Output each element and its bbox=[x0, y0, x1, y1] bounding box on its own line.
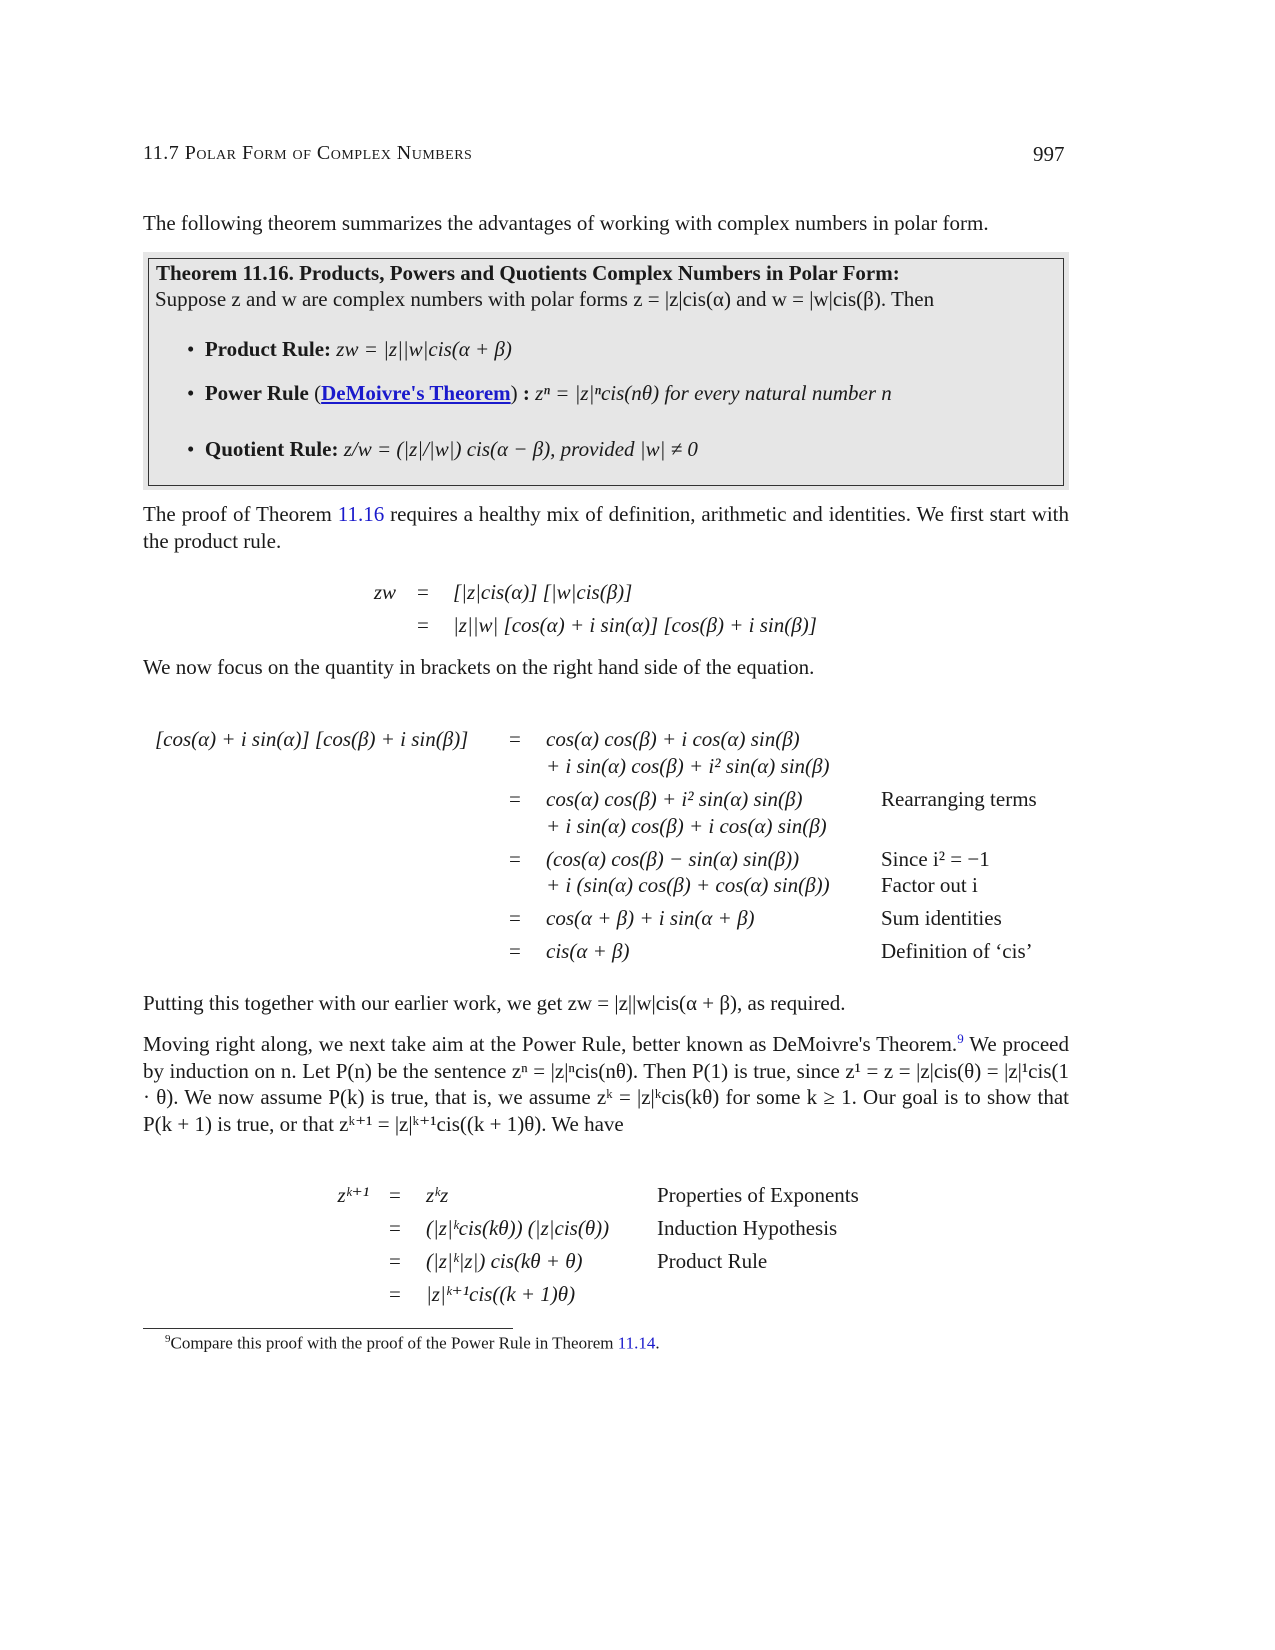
eq2-note: Sum identities bbox=[881, 906, 1002, 930]
footnote bbox=[165, 1333, 660, 1354]
product-rule-item: • Product Rule: zw = |z||w|cis(α + β) bbox=[187, 337, 512, 361]
quotient-rule-label: Quotient Rule: bbox=[204, 437, 339, 461]
theorem-box bbox=[148, 258, 1064, 486]
eq1-lhs: zw bbox=[373, 580, 396, 604]
power-rule-formula: zⁿ = |z|ⁿcis(nθ) for every natural number n bbox=[535, 381, 892, 405]
demoivre-theorem-link[interactable]: DeMoivre's Theorem bbox=[321, 381, 511, 405]
eq2-note: Definition of ‘cis’ bbox=[881, 939, 1033, 963]
eq3-rhs: zᵏz bbox=[426, 1183, 449, 1207]
eq3-rhs: (|z|ᵏ|z|) cis(kθ + θ) bbox=[426, 1249, 583, 1273]
proof-intro-paragraph bbox=[143, 501, 1069, 554]
eq2-rhs: cos(α + β) + i sin(α + β) bbox=[546, 906, 755, 930]
eq2-lhs: [cos(α) + i sin(α)] [cos(β) + i sin(β)] bbox=[155, 727, 469, 751]
eq2-note: Rearranging terms bbox=[881, 787, 1037, 811]
eq2-equals: = bbox=[509, 847, 521, 871]
eq2-rhs: (cos(α) cos(β) − sin(α) sin(β)) bbox=[546, 847, 800, 871]
footnote-rule bbox=[143, 1328, 513, 1329]
page-number: 997 bbox=[1033, 142, 1065, 166]
eq3-note: Product Rule bbox=[657, 1249, 768, 1273]
eq3-lhs: zᵏ⁺¹ bbox=[337, 1183, 369, 1207]
quotient-rule-item: • Quotient Rule: z/w = (|z|/|w|) cis(α − β), provided |w| ≠ 0 bbox=[187, 437, 698, 461]
footnote-text: Compare this proof with the proof of the Power Rule in Theorem bbox=[170, 1333, 618, 1353]
running-header-section: 11.7 Polar Form of Complex Numbers bbox=[143, 142, 473, 164]
power-rule-item: • Power Rule (DeMoivre's Theorem) : zⁿ = |z|ⁿcis(nθ) for every natural number n bbox=[187, 381, 892, 405]
footnote-number: 9 bbox=[165, 1333, 171, 1345]
footnote-theorem-link[interactable]: 11.14 bbox=[617, 1333, 656, 1353]
eq1-rhs: |z||w| [cos(α) + i sin(α)] [cos(β) + i sin(β)] bbox=[453, 613, 817, 637]
theorem-title: Theorem 11.16. Products, Powers and Quotients Complex Numbers in Polar Form: bbox=[156, 261, 900, 285]
eq2-rhs: + i sin(α) cos(β) + i² sin(α) sin(β) bbox=[546, 754, 830, 778]
eq2-note: Since i² = −1 bbox=[881, 847, 990, 871]
footnote-end: . bbox=[655, 1333, 660, 1353]
eq3-rhs: (|z|ᵏcis(kθ)) (|z|cis(θ)) bbox=[426, 1216, 610, 1240]
theorem-reference-link[interactable]: 11.16 bbox=[337, 502, 385, 526]
footnote-mark-link[interactable]: 9 bbox=[957, 1031, 964, 1046]
power-proof-text-continued: We proceed by induction on n. Let P(n) be the sentence zⁿ = |z|ⁿcis(nθ). Then P(1) is true, since z¹ = z = |z|cis(θ) = |z|¹cis(1 · θ). We now assume P(k) is true, that is, we assume zᵏ = |z|ᵏcis(kθ) for some k ≥ 1. Our goal is to show that P(k + 1) is true, or that zᵏ⁺¹ = |z|ᵏ⁺¹cis((k + 1)θ). We have bbox=[143, 1032, 1069, 1136]
product-rule-label: Product Rule: bbox=[204, 337, 332, 361]
product-rule-formula: zw = |z||w|cis(α + β) bbox=[336, 337, 512, 361]
eq3-equals: = bbox=[389, 1183, 401, 1207]
eq3-note: Induction Hypothesis bbox=[657, 1216, 838, 1240]
eq3-equals: = bbox=[389, 1249, 401, 1273]
eq3-equals: = bbox=[389, 1216, 401, 1240]
quotient-rule-formula: z/w = (|z|/|w|) cis(α − β), provided |w| ≠ 0 bbox=[343, 437, 698, 461]
proof-intro-text: The proof of Theorem bbox=[143, 502, 338, 526]
theorem-statement: Suppose z and w are complex numbers with polar forms z = |z|cis(α) and w = |w|cis(β). Then bbox=[155, 287, 935, 311]
putting-paragraph: Putting this together with our earlier work, we get zw = |z||w|cis(α + β), as required. bbox=[143, 991, 846, 1015]
eq3-rhs: |z|ᵏ⁺¹cis((k + 1)θ) bbox=[426, 1282, 576, 1306]
eq2-rhs: cis(α + β) bbox=[546, 939, 630, 963]
focus-paragraph: We now focus on the quantity in brackets on the right hand side of the equation. bbox=[143, 655, 815, 679]
eq2-equals: = bbox=[509, 906, 521, 930]
intro-paragraph: The following theorem summarizes the advantages of working with complex numbers in polar form. bbox=[143, 211, 989, 235]
eq2-equals: = bbox=[509, 727, 521, 751]
eq3-equals: = bbox=[389, 1282, 401, 1306]
eq2-rhs: cos(α) cos(β) + i² sin(α) sin(β) bbox=[546, 787, 803, 811]
eq1-equals: = bbox=[417, 580, 429, 604]
power-proof-text: Moving right along, we next take aim at the Power Rule, better known as DeMoivre's Theorem. bbox=[143, 1032, 958, 1056]
eq2-rhs: cos(α) cos(β) + i cos(α) sin(β) bbox=[546, 727, 800, 751]
eq2-rhs: + i (sin(α) cos(β) + cos(α) sin(β)) bbox=[546, 873, 830, 897]
proof-intro-text-end: requires a healthy mix of definition, arithmetic and identities. We first start with the product rule. bbox=[143, 502, 1070, 553]
eq2-equals: = bbox=[509, 787, 521, 811]
eq2-equals: = bbox=[509, 939, 521, 963]
eq1-rhs: [|z|cis(α)] [|w|cis(β)] bbox=[453, 580, 633, 604]
power-proof-paragraph bbox=[143, 1026, 1069, 1137]
eq3-note: Properties of Exponents bbox=[657, 1183, 859, 1207]
eq1-equals: = bbox=[417, 613, 429, 637]
power-rule-label: Power Rule bbox=[204, 381, 309, 405]
eq2-rhs: + i sin(α) cos(β) + i cos(α) sin(β) bbox=[546, 814, 827, 838]
eq2-note: Factor out i bbox=[881, 873, 978, 897]
